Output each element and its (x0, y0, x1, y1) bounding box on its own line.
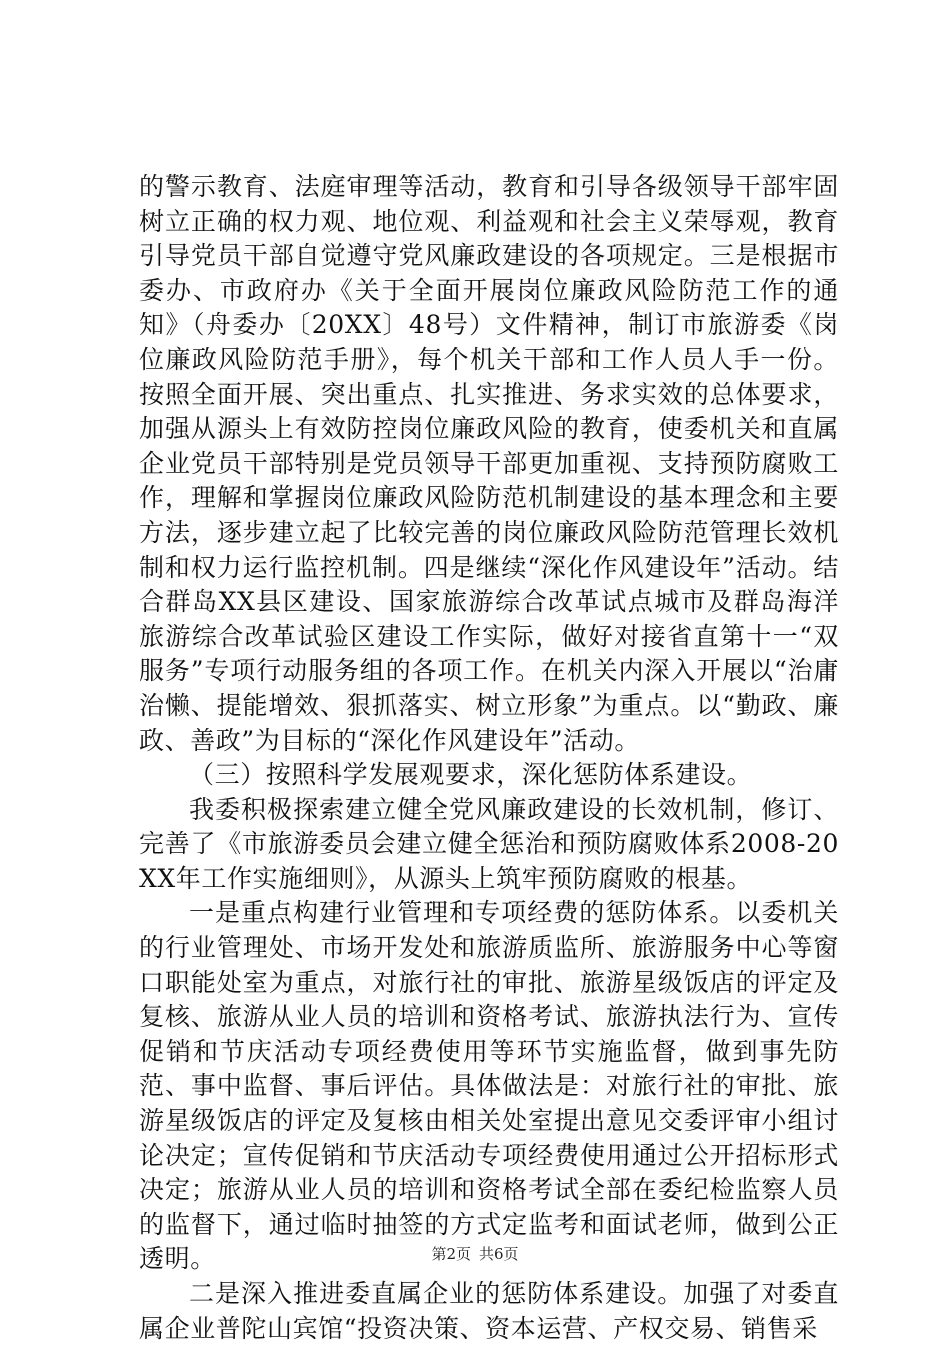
document-body (139, 170, 839, 1346)
paragraph-3: 一是重点构建行业管理和专项经费的惩防体系。以委机关的行业管理处、市场开发处和旅游质监所、旅游服务中心等窗口职能处室为重点，对旅行社的审批、旅游星级饭店的评定及复核、旅游从业人员的培训和资格考试、旅游执法行为、宣传促销和节庆活动专项经费使用等环节实施监督，做到事先防范、事中监督、事后评估。具体做法是：对旅行社的审批、旅游星级饭店的评定及复核由相关处室提出意见交委评审小组讨论决定；宣传促销和节庆活动专项经费使用通过公开招标形式决定；旅游从业人员的培训和资格考试全部在委纪检监察人员的监督下，通过临时抽签的方式定监考和面试老师，做到公正透明。 (139, 898, 839, 1274)
paragraph-1: 的警示教育、法庭审理等活动，教育和引导各级领导干部牢固树立正确的权力观、地位观、利益观和社会主义荣辱观，教育引导党员干部自觉遵守党风廉政建设的各项规定。三是根据市委办、市政府办《关于全面开展岗位廉政风险防范工作的通知》（舟委办〔20XX〕48号）文件精神，制订市旅游委《岗位廉政风险防范手册》，每个机关干部和工作人员人手一份。按照全面开展、突出重点、扎实推进、务求实效的总体要求，加强从源头上有效防控岗位廉政风险的教育，使委机关和直属企业党员干部特别是党员领导干部更加重视、支持预防腐败工作，理解和掌握岗位廉政风险防范机制建设的基本理念和主要方法，逐步建立起了比较完善的岗位廉政风险防范管理长效机制和权力运行监控机制。四是继续“深化作风建设年”活动。结合群岛XX县区建设、国家旅游综合改革试点城市及群岛海洋旅游综合改革试验区建设工作实际，做好对接省直第十一“双服务”专项行动服务组的各项工作。在机关内深入开展以“治庸治懒、提能增效、狠抓落实、树立形象”为重点。以“勤政、廉政、善政”为目标的“深化作风建设年”活动。 (139, 172, 839, 755)
section-heading: （三）按照科学发展观要求，深化惩防体系建设。 (189, 760, 753, 790)
paragraph-2: 我委积极探索建立健全党风廉政建设的长效机制，修订、完善了《市旅游委员会建立健全惩治和预防腐败体系2008-20XX年工作实施细则》，从源头上筑牢预防腐败的根基。 (139, 794, 839, 893)
page-number: 第2页 (431, 1245, 471, 1263)
page-footer (0, 1244, 950, 1264)
paragraph-4: 二是深入推进委直属企业的惩防体系建设。加强了对委直属企业普陀山宾馆“投资决策、资本运营、产权交易、销售采 (139, 1279, 839, 1343)
page-total: 共6页 (479, 1245, 519, 1263)
